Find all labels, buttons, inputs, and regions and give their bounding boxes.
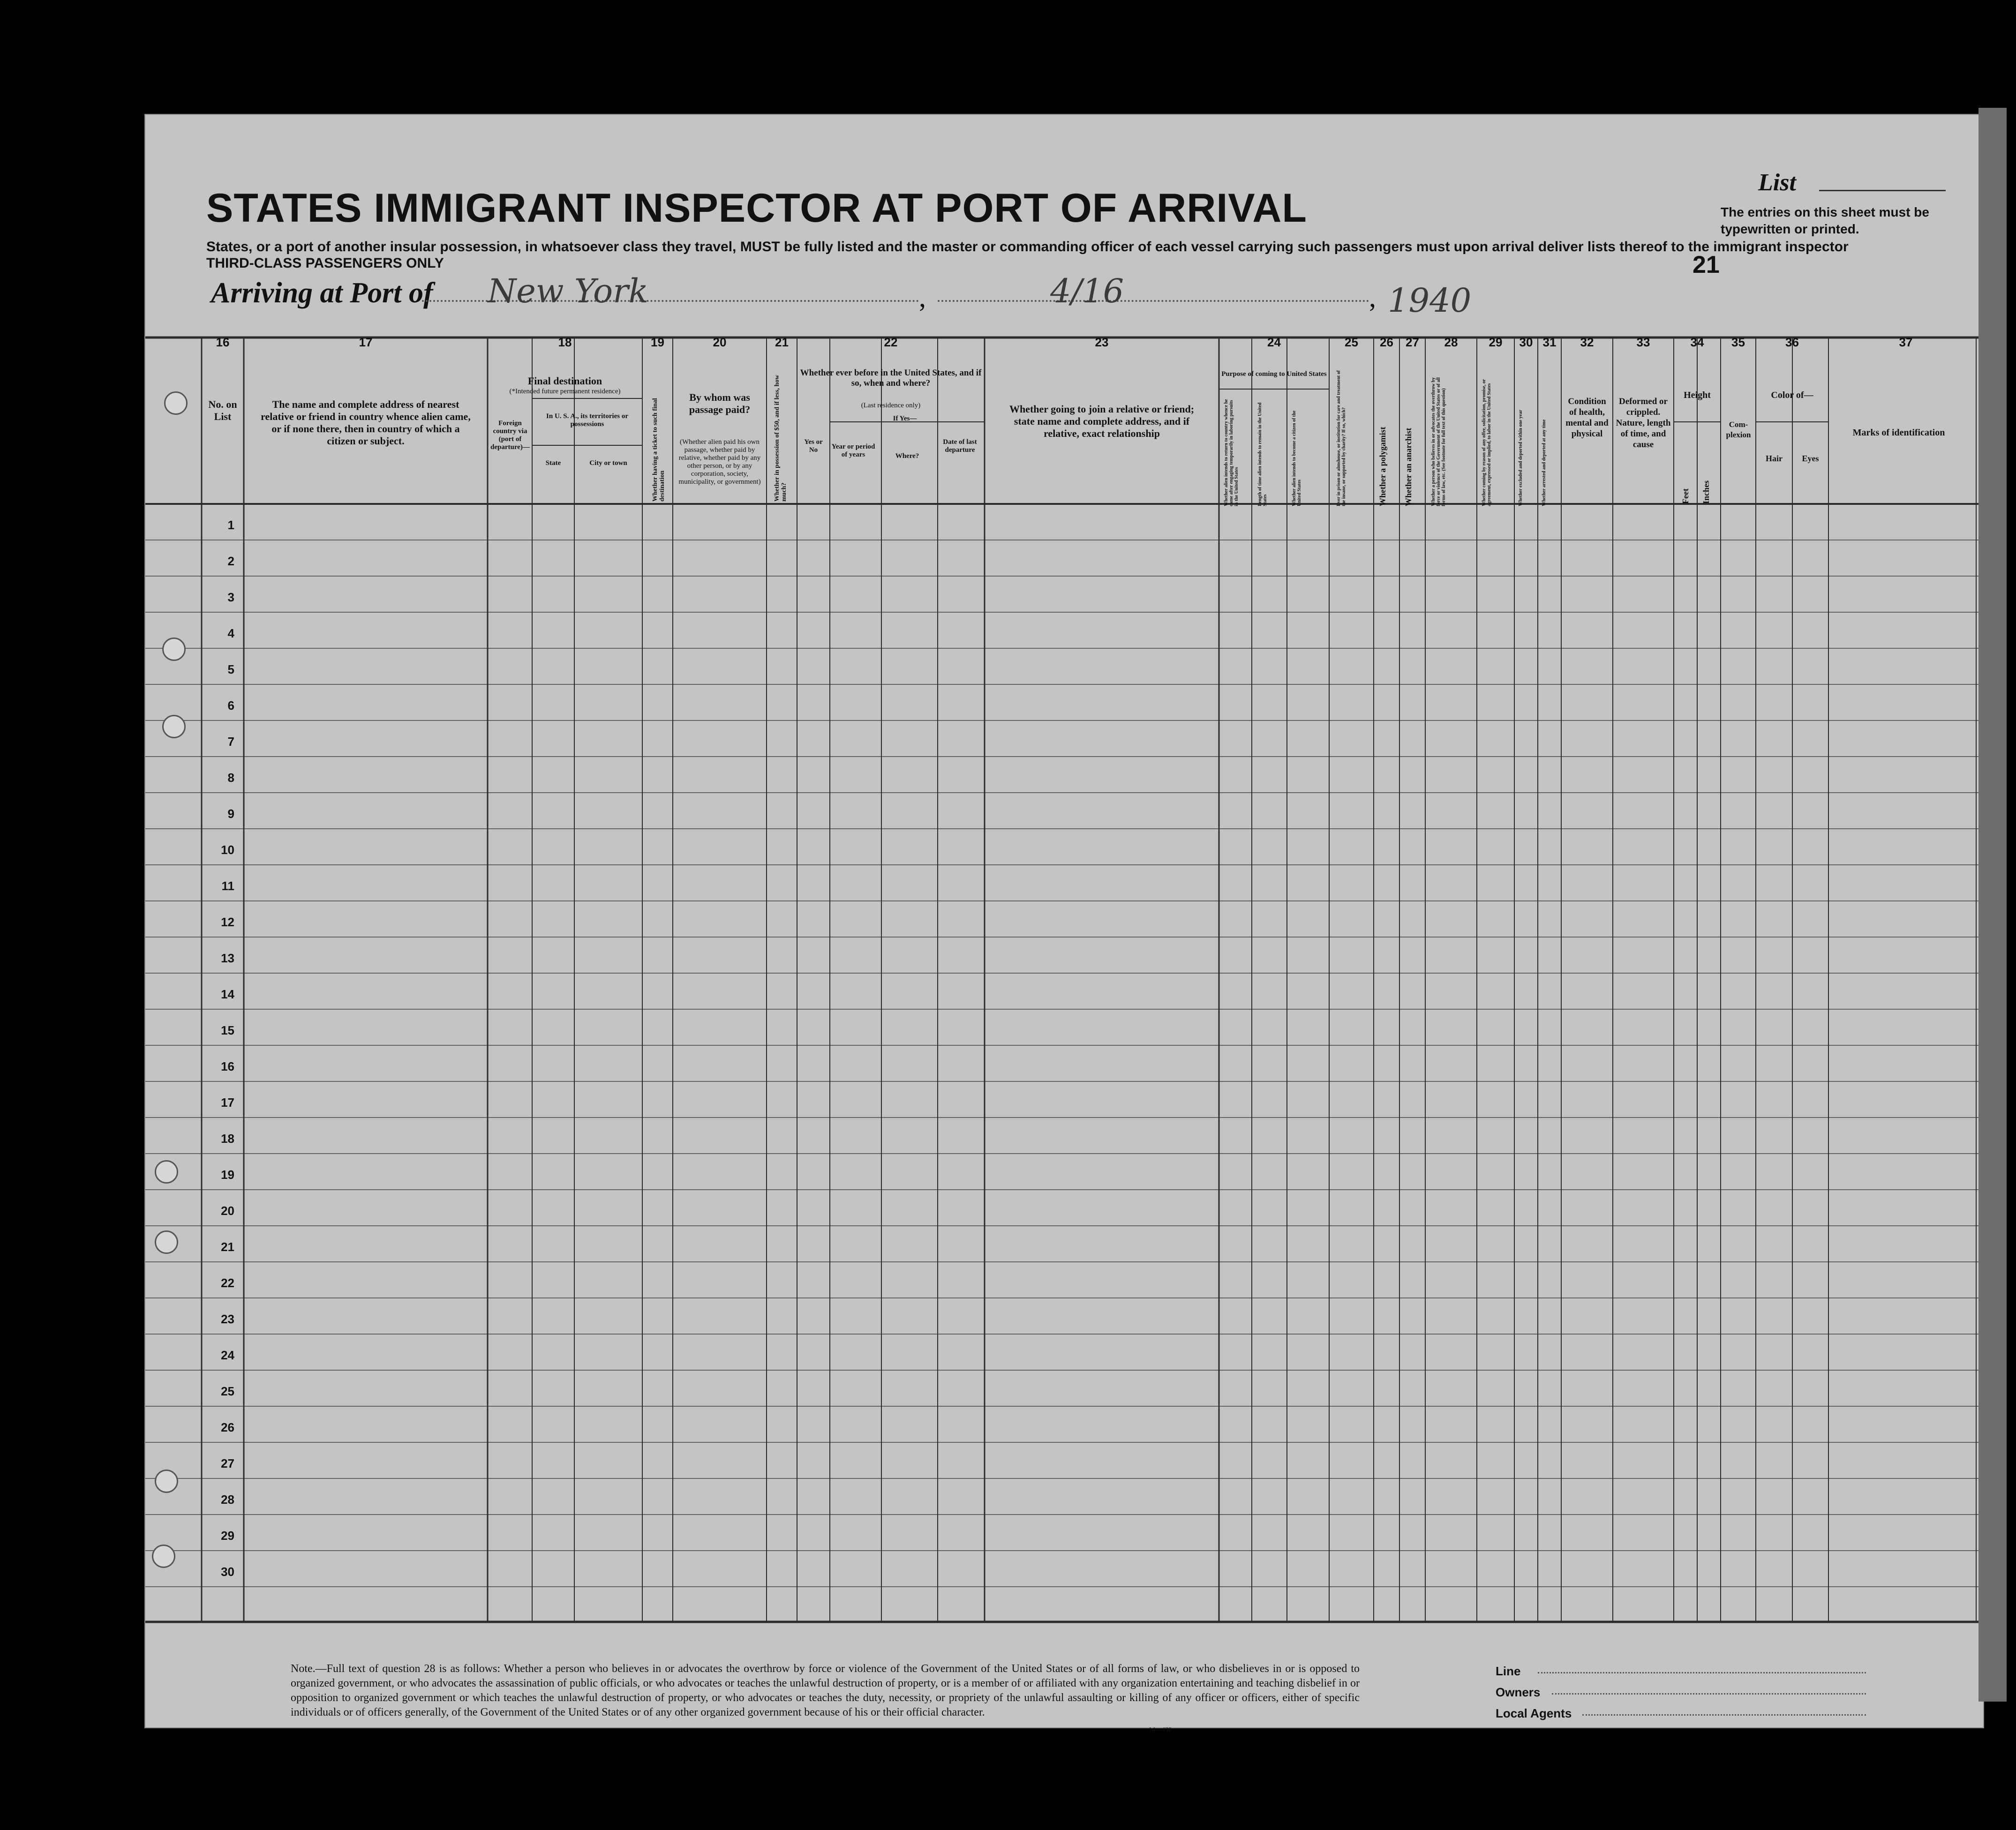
col-sub-22-yesno: Yes or No [804, 438, 823, 454]
punch-hole [162, 638, 186, 661]
row-number: 12 [221, 915, 234, 929]
row-number: 25 [221, 1384, 234, 1398]
col-num-21: 21 [775, 335, 789, 349]
comma-separator: , [919, 282, 926, 313]
col-header-36: Color of— [1771, 390, 1813, 400]
port-label: Arriving at Port of [211, 277, 433, 309]
row-number: 2 [227, 554, 234, 568]
instructions-text: States, or a port of another insular possession, in whatsoever class they travel, MUST be fully listed and the master or commanding officer of each vessel carrying such passengers must upon arrival deliver lists thereof to the immigrant inspector [206, 239, 1849, 255]
manifest-grid [145, 115, 1983, 1727]
row-number: 17 [221, 1095, 234, 1110]
col-header-21: Whether in possession of $50, and if less, how much? [774, 375, 788, 502]
row-number: 1 [227, 518, 234, 532]
list-label: List [1758, 169, 1796, 196]
row-number: 4 [227, 626, 234, 640]
row-number: 13 [221, 951, 234, 965]
col-sub-24-citizen: Whether alien intends to become a citizen of the United States [1292, 410, 1302, 506]
punch-hole [152, 1545, 175, 1568]
col-header-34: Height [1684, 390, 1711, 400]
col-header-28: Whether a person who believes in or advocates the overthrow by force or violence of the Government of the United States or of all forms of law, etc. (See footnote for full text of this question) [1431, 377, 1446, 506]
col-header-35: Com-plexion [1726, 420, 1751, 439]
col-num-32: 32 [1580, 335, 1594, 349]
col-sub-24-length: Length of time alien intends to remain in the United States [1257, 402, 1268, 506]
row-number: 16 [221, 1059, 234, 1073]
col-header-17: The name and complete address of nearest relative or friend in country whence alien came, or if none there, then in country of which a citizen or subject. [261, 398, 471, 447]
col-header-18: Final destination [527, 375, 602, 387]
col-num-18: 18 [558, 335, 572, 349]
row-number: 14 [221, 987, 234, 1001]
row-number: 8 [227, 771, 234, 785]
footnote-question-28: Note.—Full text of question 28 is as follows: Whether a person who believes in or advocates the overthrow by force or violence of the Government of the United States or of all forms of law, or who disbelieves in or is opposed to organized government, or who advocates the assassination of public officials, or who advocates or teaches the unlawful destruction of property, or is a member of or affiliated with any organization entertaining and teaching disbelief in or opposition to organized government or which teaches the unlawful destruction of property, or who advocates or teaches the duty, necessity, or propriety of the unlawful assaulting or killing of any officer or officers, either of specific individuals or of officers generally, of the Government of the United States or of any other organized government because of his or their official character. [291, 1663, 1360, 1718]
col-num-20: 20 [713, 335, 727, 349]
col-num-30: 30 [1519, 335, 1533, 349]
page-edge [1978, 108, 2007, 1702]
date-value: 4/16 [1050, 272, 1124, 310]
row-number: 20 [221, 1204, 234, 1218]
form-code: 14—430 [1149, 1726, 1172, 1733]
local-agents-field[interactable] [1582, 1714, 1866, 1716]
year-value: 1940 [1388, 281, 1472, 320]
col-num-31: 31 [1542, 335, 1557, 349]
col-note-18: (*Intended future permanent residence) [509, 388, 621, 395]
entries-note: The entries on this sheet must be typewritten or printed. [1721, 205, 1929, 236]
page-title: STATES IMMIGRANT INSPECTOR AT PORT OF ARRIVAL [206, 186, 1307, 231]
col-num-33: 33 [1636, 335, 1650, 349]
punch-hole [155, 1160, 178, 1184]
row-number: 26 [221, 1420, 234, 1434]
row-number: 27 [221, 1456, 234, 1470]
col-sub-18-state: State [545, 459, 561, 467]
col-num-36: 36 [1785, 335, 1799, 349]
col-header-26: Whether a polygamist [1378, 427, 1387, 506]
row-number: 23 [221, 1312, 234, 1326]
line-field[interactable] [1538, 1672, 1866, 1673]
local-agents-label: Local Agents [1496, 1706, 1572, 1720]
col-header-31: Whether arrested and deported at any time [1542, 419, 1547, 506]
row-number: 11 [221, 879, 234, 893]
col-header-22: Whether ever before in the United States, and if so, when and where? [800, 368, 982, 388]
col-sub-18-city: City or town [589, 459, 627, 467]
col-header-19: Whether having a ticket to such final destination [652, 398, 666, 502]
col-sub-34-feet: Feet [1681, 488, 1690, 504]
row-number: 24 [221, 1348, 234, 1362]
col-sub-34-inches: Inches [1701, 480, 1711, 504]
row-number: 22 [221, 1276, 234, 1290]
col-num-26: 26 [1380, 335, 1393, 349]
col-sub-22-years: Year or period of years [831, 443, 875, 458]
row-number: 29 [221, 1529, 234, 1543]
col-header-25: Ever in prison or almshouse, or institution for care and treatment of the insane, or supported by charity? If so, which? [1336, 370, 1347, 506]
comma-separator-2: , [1369, 282, 1376, 313]
row-number: 28 [221, 1492, 234, 1507]
passenger-class-label: THIRD-CLASS PASSENGERS ONLY [206, 255, 444, 271]
col-header-20: By whom was passage paid? [689, 391, 751, 415]
row-number: 5 [227, 662, 234, 676]
punch-hole [155, 1470, 178, 1493]
col-num-23: 23 [1095, 335, 1109, 349]
col-num-22: 22 [884, 335, 898, 349]
manifest-sheet [145, 115, 1983, 1733]
col-note-22: (Last residence only) [861, 402, 921, 409]
col-header-27: Whether an anarchist [1404, 428, 1413, 506]
col-num-24: 24 [1267, 335, 1281, 349]
owners-field[interactable] [1552, 1693, 1866, 1695]
col-num-17: 17 [359, 335, 373, 349]
row-number: 10 [221, 843, 234, 857]
punch-hole [155, 1230, 178, 1254]
col-sub-22-where: Where? [895, 452, 919, 460]
col-header-16: No. on List [208, 398, 237, 422]
col-sub-18-usa: In U. S. A., its territories or possessions [546, 412, 628, 428]
row-number: 3 [227, 590, 234, 604]
col-num-35: 35 [1731, 335, 1745, 349]
col-header-32: Condition of health, mental and physical [1565, 397, 1609, 439]
col-header-29: Whether coming by reason of any offer, solicitation, promise, or agreement, expressed or implied, to labor in the United States [1482, 379, 1492, 506]
row-number: 7 [227, 735, 234, 749]
col-header-30: Whether excluded and deported within one year [1518, 410, 1523, 506]
owners-label: Owners [1496, 1685, 1541, 1699]
col-sub-36-eyes: Eyes [1802, 454, 1819, 463]
col-sub-24-return: Whether alien intends to return to country whence he came after engaging temporarily in laboring pursuits in the United States [1224, 399, 1239, 506]
punch-hole [164, 391, 188, 415]
col-num-28: 28 [1444, 335, 1458, 349]
col-sub-22-ifyes: If Yes— [893, 415, 917, 422]
sheet-number: 21 [1693, 251, 1720, 278]
row-number: 30 [221, 1565, 234, 1579]
row-number: 18 [221, 1132, 234, 1146]
col-sub-22-departure: Date of last departure [943, 438, 977, 454]
col-num-34: 34 [1690, 335, 1704, 349]
row-number: 19 [221, 1168, 234, 1182]
line-label: Line [1496, 1664, 1521, 1678]
port-value: New York [488, 272, 648, 310]
row-number: 15 [221, 1023, 234, 1037]
col-sub-36-hair: Hair [1766, 454, 1783, 463]
col-note-20: (Whether alien paid his own passage, whether paid by relative, whether paid by any other person, or by any corporation, society, municipality, or government) [678, 438, 761, 486]
col-header-37: Marks of identification [1852, 428, 1945, 438]
row-number: 21 [221, 1240, 234, 1254]
row-number: 9 [227, 807, 234, 821]
col-num-37: 37 [1899, 335, 1913, 349]
col-num-25: 25 [1345, 335, 1358, 349]
punch-hole [162, 715, 186, 738]
row-number: 6 [227, 698, 234, 712]
col-sub-18-foreign: Foreign country via (port of departure)— [490, 420, 530, 451]
col-num-29: 29 [1489, 335, 1503, 349]
col-num-19: 19 [651, 335, 664, 349]
col-header-23: Whether going to join a relative or friend; state name and complete address, and if relative, exact relationship [1009, 403, 1195, 439]
col-header-33: Deformed or crippled. Nature, length of time, and cause [1616, 397, 1671, 450]
col-num-16: 16 [216, 335, 230, 349]
col-header-24: Purpose of coming to United States [1221, 370, 1327, 378]
col-num-27: 27 [1406, 335, 1419, 349]
